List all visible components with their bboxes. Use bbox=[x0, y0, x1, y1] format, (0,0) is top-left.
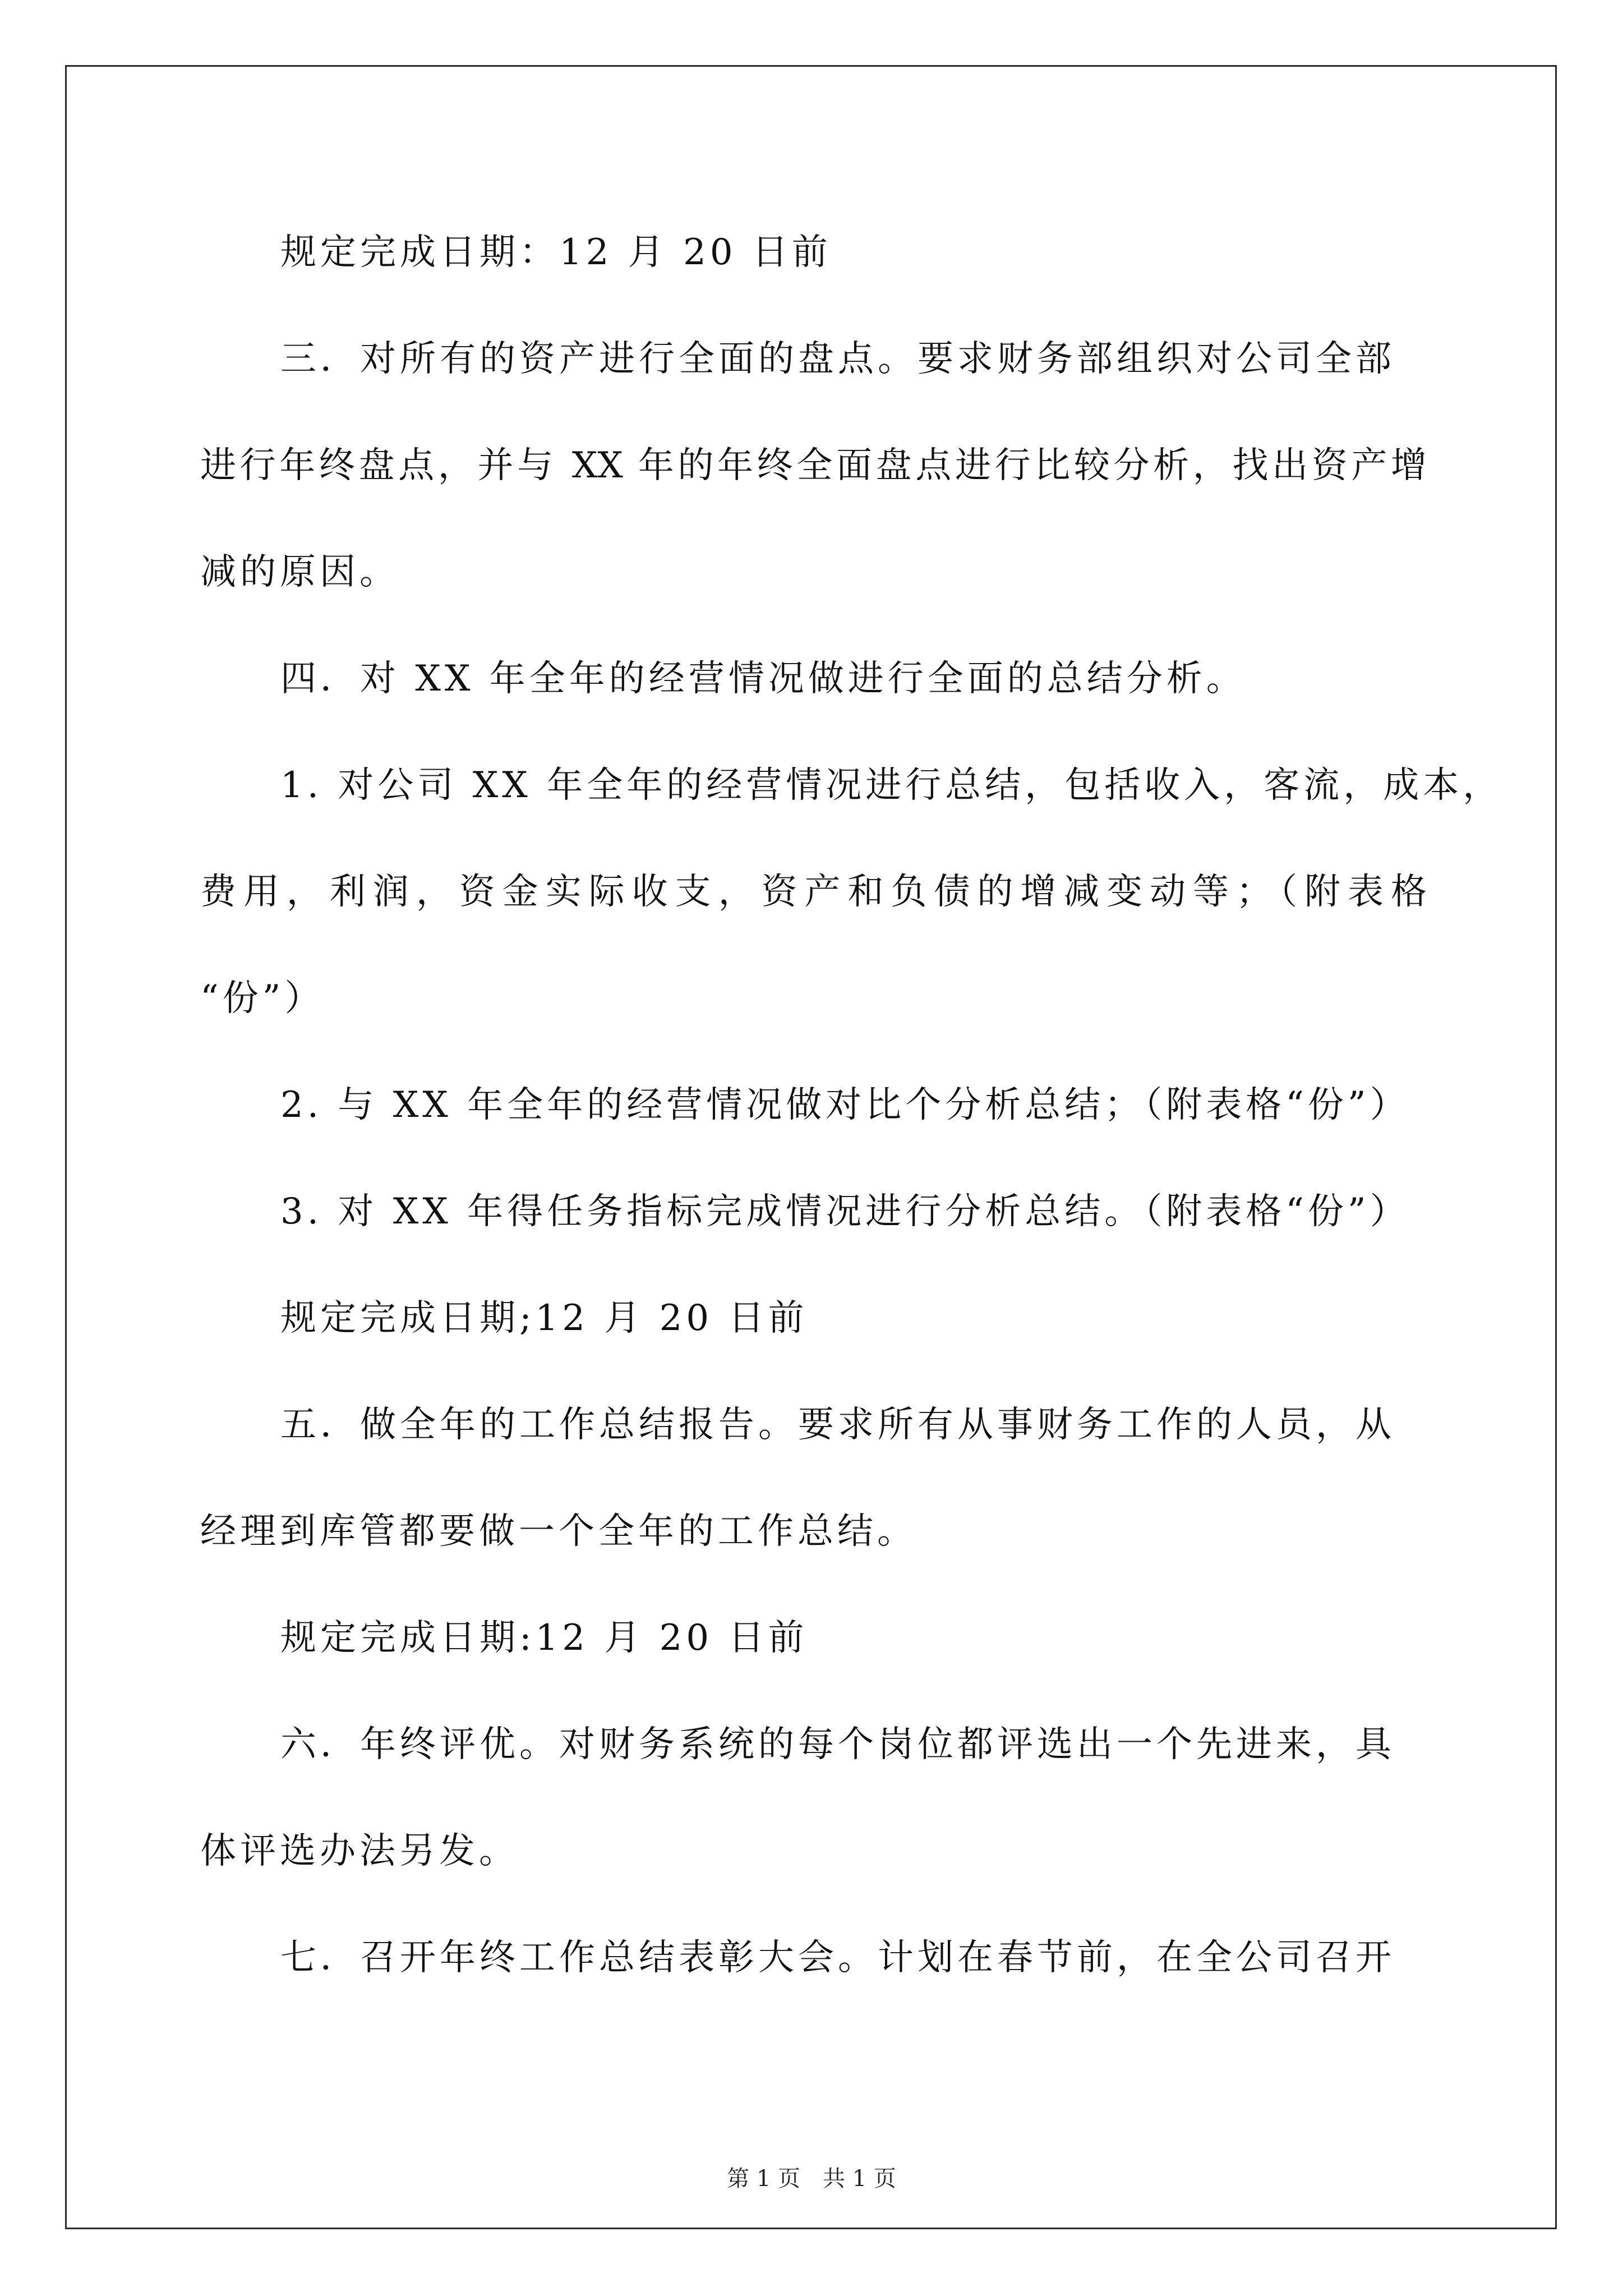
section-five-line-2: 经理到库管都要做一个全年的工作总结。 bbox=[200, 1511, 917, 1552]
item-one-line-3: “份”） bbox=[200, 978, 325, 1019]
item-one-line-2: 费用，利润，资金实际收支，资产和负债的增减变动等；（附表格 bbox=[200, 871, 1427, 913]
section-three-line-3: 减的原因。 bbox=[200, 551, 399, 593]
item-one-line-1: 1. 对公司 XX 年全年的经营情况进行总结，包括收入，客流，成本， bbox=[280, 765, 1503, 806]
section-five-line-1: 五．做全年的工作总结报告。要求所有从事财务工作的人员，从 bbox=[280, 1404, 1395, 1446]
item-three-line: 3. 对 XX 年得任务指标完成情况进行分析总结。（附表格“份”） bbox=[280, 1191, 1410, 1232]
section-three-line-1: 三．对所有的资产进行全面的盘点。要求财务部组织对公司全部 bbox=[280, 338, 1395, 380]
section-seven-line-1: 七．召开年终工作总结表彰大会。计划在春节前，在全公司召开 bbox=[280, 1937, 1395, 1978]
page-number-footer: 第 1 页 共 1 页 bbox=[727, 2166, 896, 2192]
item-two-line: 2. 与 XX 年全年的经营情况做对比个分析总结；（附表格“份”） bbox=[280, 1084, 1410, 1126]
deadline-line-3: 规定完成日期:12 月 20 日前 bbox=[280, 1617, 808, 1659]
section-six-line-1: 六．年终评优。对财务系统的每个岗位都评选出一个先进来，具 bbox=[280, 1724, 1395, 1765]
page-border bbox=[65, 65, 1557, 2229]
deadline-line-1: 规定完成日期：12 月 20 日前 bbox=[280, 232, 832, 273]
section-three-line-2: 进行年终盘点，并与 XX 年的年终全面盘点进行比较分析，找出资产增 bbox=[200, 445, 1427, 486]
deadline-line-2: 规定完成日期;12 月 20 日前 bbox=[280, 1297, 808, 1339]
section-six-line-2: 体评选办法另发。 bbox=[200, 1830, 519, 1872]
section-four-heading: 四．对 XX 年全年的经营情况做进行全面的总结分析。 bbox=[280, 658, 1246, 700]
